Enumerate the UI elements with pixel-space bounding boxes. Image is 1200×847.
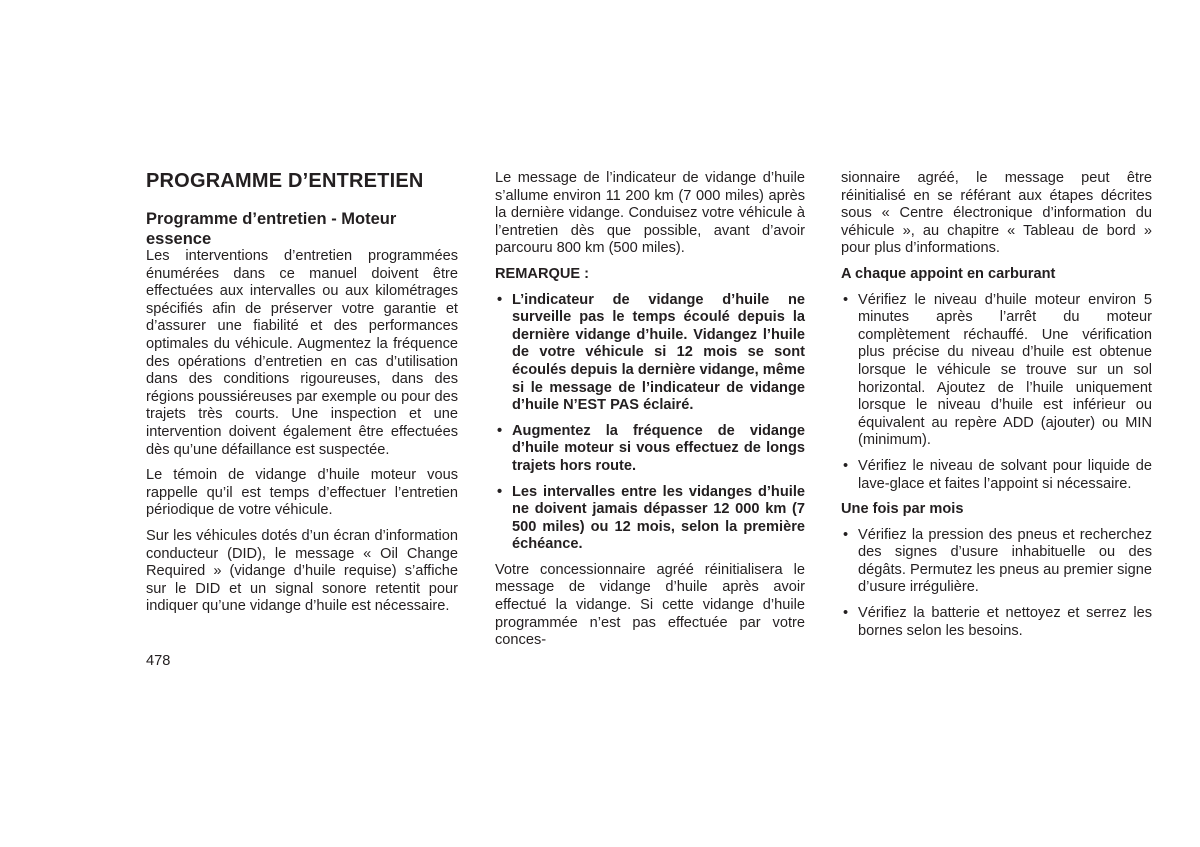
page-title: PROGRAMME D’ENTRETIEN [146,170,424,192]
note-item: • Augmentez la fréquence de vidange d’huile moteur si vous effectuez de longs trajets hors route. [495,423,805,476]
fuel-label: A chaque appoint en carburant [841,265,1056,282]
note-list [495,292,805,554]
monthly-label: Une fois par mois [841,501,964,518]
paragraph-did-message: Sur les véhicules dotés d’un écran d’information conducteur (DID), le message « Oil Change Required » (vidange d’huile requise) s’affiche sur le DID et un signal sonore retentit pour indiquer qu’une vidange d’huile est nécessaire. [146,527,458,615]
fuel-list [841,292,1152,494]
column-1-body [146,248,458,624]
note-item: • L’indicateur de vidange d’huile ne surveille pas le temps écoulé depuis la dernière vidange d’huile. Vidangez l’huile de votre véhicule si 12 mois se sont écoulés depuis la dernière vidange, même si le message de l’indicateur de vidange d’huile N’EST PAS éclairé. [495,292,805,415]
fuel-item: • Vérifiez le niveau d’huile moteur environ 5 minutes après l’arrêt du moteur complètement réchauffé. Une vérification plus précise du niveau d’huile est obtenue lorsque le véhicule se trouve sur un sol horizontal. Ajoutez de l’huile uniquement lorsque le niveau d’huile est inférieur ou équivalent au repère ADD (ajouter) ou MIN (minimum). [841,292,1152,450]
paragraph-scheduled-maintenance: Les interventions d’entretien programmées énumérées dans ce manuel doivent être effectuées aux intervalles ou aux kilométrages spécifiés afin de préserver votre garantie et d’assurer une fiabilité et des performances optimales du véhicule. Augmentez la fréquence des opérations d’entretien en cas d’utilisation dans des conditions rigoureuses, dans des régions poussiéreuses par exemple ou pour des trajets très courts. Une inspection et une intervention doivent également être effectuées dès qu’une défaillance est suspectée. [146,248,458,458]
paragraph-oil-indicator-intro: Le message de l’indicateur de vidange d’huile s’allume environ 11 200 km (7 000 miles) après la dernière vidange. Conduisez votre véhicule à l’entretien dès que possible, avant d’avoir parcouru 800 km (500 miles). [495,170,805,257]
paragraph-continuation: sionnaire agréé, le message peut être réinitialisé en se référant aux étapes décrites sous « Centre électronique d’information du véhicule », au chapitre « Tableau de bord » pour plus d’informations. [841,170,1152,257]
page-number: 478 [146,653,171,669]
column-2 [495,170,805,658]
section-title: Programme d’entretien - Moteur essence [146,210,397,248]
monthly-item: • Vérifiez la pression des pneus et recherchez des signes d’usure inhabituelle ou des dégâts. Permutez les pneus au premier signe d’usure irrégulière. [841,527,1152,597]
note-item: • Les intervalles entre les vidanges d’huile ne doivent jamais dépasser 12 000 km (7 500 miles) ou 12 mois, selon la première échéance. [495,484,805,554]
paragraph-dealer-reset: Votre concessionnaire agréé réinitialisera le message de vidange d’huile après avoir effectué la vidange. Si cette vidange d’huile programmée n’est pas effectuée par votre conces- [495,561,805,649]
column-3 [841,170,1152,648]
note-label: REMARQUE : [495,265,590,282]
paragraph-oil-change-indicator: Le témoin de vidange d’huile moteur vous rappelle qu’il est temps d’effectuer l’entretien périodique de votre véhicule. [146,467,458,519]
monthly-list [841,527,1152,641]
fuel-item: • Vérifiez le niveau de solvant pour liquide de lave-glace et faites l’appoint si nécessaire. [841,458,1152,493]
monthly-item: • Vérifiez la batterie et nettoyez et serrez les bornes selon les besoins. [841,605,1152,640]
